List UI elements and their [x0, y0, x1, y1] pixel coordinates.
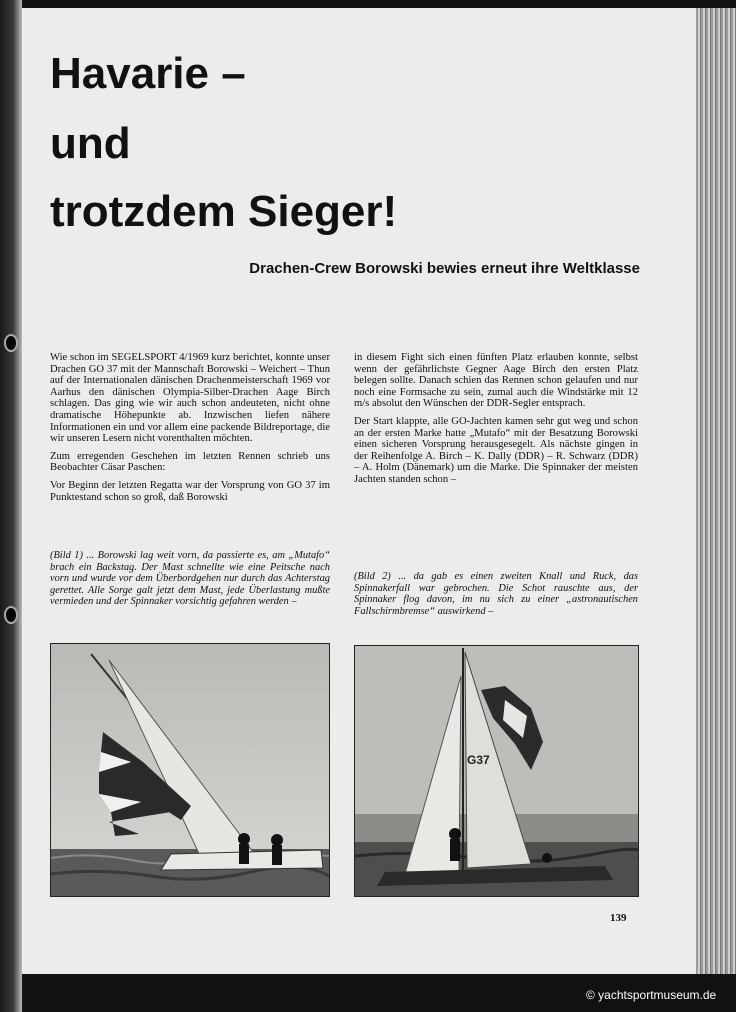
right-column: [354, 352, 638, 492]
photo-1-dragon-boat-spinnaker: [50, 643, 330, 897]
paragraph: Der Start klappte, alle GO-Jachten kamen sehr gut weg und schon an der ersten Marke hatte „Mutafo“ mit der Besatzung Borowski einen sicheren Vorsprung herausgesegelt. Als nächste gingen in der Reihenfolge A. Birch – K. Dally (DDR) – R. Schwarz (DDR) – A. Holm (Dänemark) um die Marke. Die Spinnaker der meisten Jachten standen schon –: [354, 415, 638, 485]
paragraph: Wie schon im SEGELSPORT 4/1969 kurz berichtet, konnte unser Drachen GO 37 mit der Mannschaft Borowski – Weichert – Thun auf der Internationalen dänischen Drachenmeisterschaft 1969 vor Aarhus den dänischen Olympia-Silber-Drachen Aage Birch schlagen. Das ging wie wir auch schon andeuteten, nicht ohne dramatische Höhepunkte ab. Inzwischen liefen nähere Informationen ein und vor allem eine packende Bildreportage, die wir unseren Lesern nicht vorenthalten möchten.: [50, 352, 330, 445]
caption-photo-2: (Bild 2) ... da gab es einen zweiten Knall und Ruck, das Spinnakerfall war gebrochen. Die Schot rauschte aus, der Spinnaker flog davon, im nu sich zu einer „astronautischen Fallschirmbremse“ auswirkend –: [354, 571, 638, 617]
paragraph: in diesem Fight sich einen fünften Platz erlauben konnte, selbst wenn der gefährlichste Gegner Aage Birch den ersten Platz belegen sollte. Danach schien das Rennen schon gelaufen und nur noch eine Formsache zu sein, zumal auch die Windstärke mit 12 m/s absolut den Wünschen der DDR-Segler entsprach.: [354, 352, 638, 410]
left-column: [50, 352, 330, 509]
source-credit: © yachtsportmuseum.de: [586, 988, 717, 1002]
paragraph: Vor Beginn der letzten Regatta war der Vorsprung von GO 37 im Punktestand schon so groß, daß Borowski: [50, 479, 330, 503]
photo-1-image: [51, 644, 329, 896]
page-number: 139: [610, 912, 627, 924]
paragraph: Zum erregenden Geschehen im letzten Rennen schrieb uns Beobachter Cäsar Paschen:: [50, 450, 330, 474]
photo-2-image: [355, 646, 638, 896]
photo-2-dragon-boat-broken-spinnaker: [354, 645, 639, 897]
subtitle: Drachen-Crew Borowski bewies erneut ihre Weltklasse: [249, 260, 640, 277]
sail-number: G37: [467, 753, 490, 767]
book-page-edges: [696, 8, 736, 974]
title-line-1: Havarie –: [50, 49, 246, 98]
book-spine-left: [0, 0, 22, 1012]
binding-hole: [4, 606, 18, 624]
caption-photo-1: (Bild 1) ... Borowski lag weit vorn, da passierte es, am „Mutafo“ brach ein Backstag. Der Mast schnellte wie eine Peitsche nach vorn und wurde vor dem Überbordgehen nur durch das Achterstag gerettet. Alle Sorge galt jetzt dem Mast, jede Überlastung mußte vermieden und der Spinnaker vorsichtig gefahren werden –: [50, 550, 330, 608]
binding-hole: [4, 334, 18, 352]
title-line-3: trotzdem Sieger!: [50, 187, 398, 236]
title-line-2: und: [50, 119, 131, 168]
